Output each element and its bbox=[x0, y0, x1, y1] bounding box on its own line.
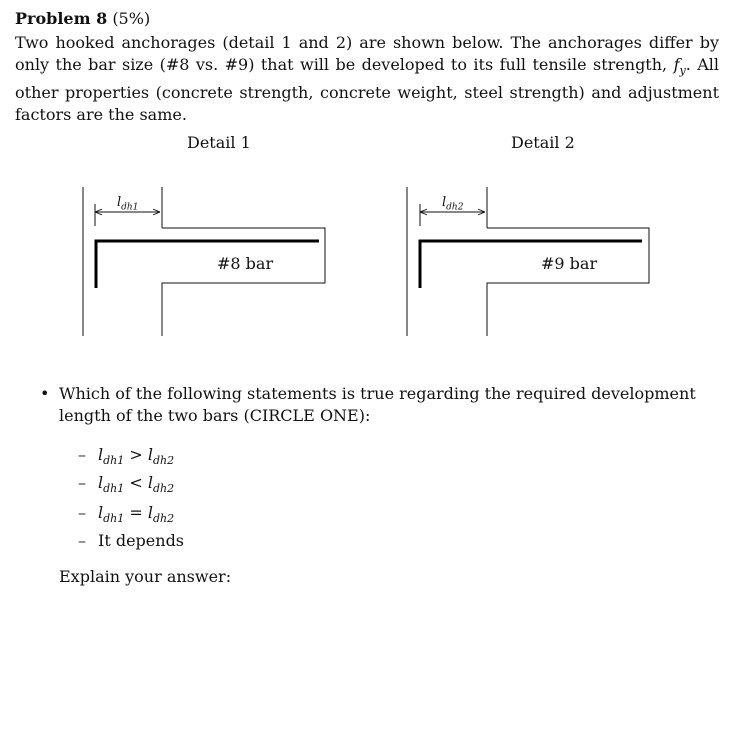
detail-2-bar-label: #9 bar bbox=[541, 254, 598, 273]
question-text: Which of the following statements is true regarding the required development length of the two bars (CIRCLE ONE): bbox=[59, 384, 696, 425]
option-lhs-sub: dh1 bbox=[103, 482, 125, 496]
detail-1-beam-outline bbox=[162, 228, 325, 336]
problem-weight: (5%) bbox=[112, 9, 151, 28]
option-lhs: l bbox=[98, 445, 104, 464]
detail-1-dim-symbol: l bbox=[117, 195, 122, 210]
problem-title: Problem 8 bbox=[15, 9, 108, 28]
question bbox=[40, 383, 720, 427]
option-less[interactable] bbox=[78, 473, 174, 499]
option-dash: – bbox=[78, 473, 86, 492]
option-text: It depends bbox=[98, 531, 185, 550]
detail-2-hooked-bar bbox=[420, 241, 642, 288]
option-lhs: l bbox=[98, 473, 104, 492]
option-lhs-sub: dh1 bbox=[103, 454, 125, 468]
option-operator: = bbox=[129, 503, 143, 522]
detail-2-label: Detail 2 bbox=[511, 133, 575, 152]
detail-1-hooked-bar bbox=[96, 241, 319, 288]
fy-symbol: f bbox=[673, 55, 680, 74]
option-dash: – bbox=[78, 503, 86, 522]
question-bullet: • bbox=[40, 384, 50, 403]
detail-1-label: Detail 1 bbox=[187, 133, 251, 152]
detail-2-beam-outline bbox=[487, 228, 649, 336]
detail-2-dim-sub: dh2 bbox=[446, 202, 464, 213]
option-it-depends[interactable] bbox=[78, 531, 184, 551]
detail-1-dim-sub: dh1 bbox=[121, 202, 139, 213]
fy-sub: y bbox=[679, 64, 686, 78]
detail-1-bar-label: #8 bar bbox=[217, 254, 274, 273]
option-rhs-sub: dh2 bbox=[152, 482, 175, 496]
intro-part1: Two hooked anchorages (detail 1 and 2) are shown below. The anchorages differ by only the bar size (#8 vs. #9) that will be developed to its full tensile strength, bbox=[15, 33, 719, 74]
option-rhs: l bbox=[147, 503, 153, 522]
option-lhs: l bbox=[98, 503, 104, 522]
option-rhs: l bbox=[147, 473, 153, 492]
hooked-anchorage-diagram bbox=[0, 0, 748, 360]
option-operator: > bbox=[129, 445, 143, 464]
detail-2-dim-label bbox=[442, 195, 463, 213]
option-rhs: l bbox=[147, 445, 153, 464]
explain-prompt: Explain your answer: bbox=[59, 567, 232, 586]
option-lhs-sub: dh1 bbox=[103, 512, 125, 526]
detail-1-dim-label bbox=[117, 195, 138, 213]
intro-part2: . All other properties (concrete strength, concrete weight, steel strength) and adjustment factors are the same. bbox=[15, 55, 719, 125]
option-rhs-sub: dh2 bbox=[152, 512, 175, 526]
option-rhs-sub: dh2 bbox=[152, 454, 175, 468]
detail-2-dim-symbol: l bbox=[442, 195, 447, 210]
option-dash: – bbox=[78, 445, 86, 464]
option-operator: < bbox=[129, 473, 143, 492]
option-dash: – bbox=[78, 531, 86, 550]
option-greater[interactable] bbox=[78, 445, 174, 471]
option-equal[interactable] bbox=[78, 503, 174, 529]
